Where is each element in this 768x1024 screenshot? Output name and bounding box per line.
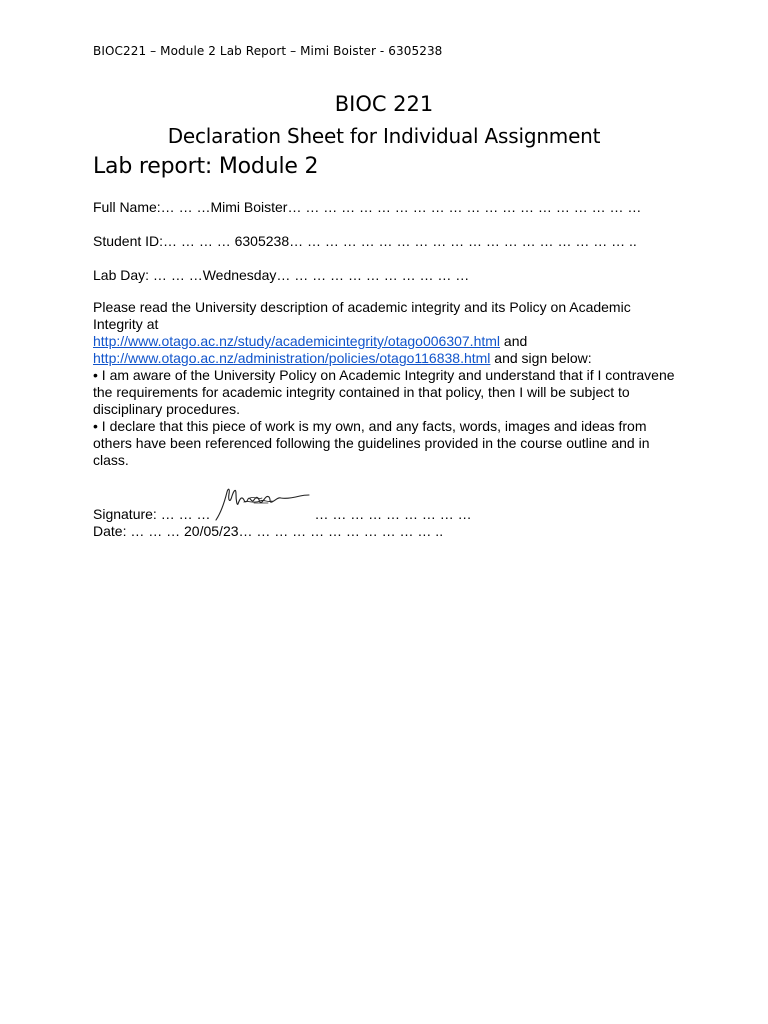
declaration-sheet-title: Declaration Sheet for Individual Assignment	[167, 124, 601, 148]
lab-report-title: Lab report: Module 2	[93, 154, 319, 179]
full-name-field: Full Name:… … …Mimi Boister… … … … … … … … … … … … … … … … … … … …	[93, 199, 642, 215]
student-id-field: Student ID:… … … … 6305238… … … … … … … … … … … … … … … … … … … ..	[93, 233, 637, 249]
integrity-paragraph	[93, 299, 678, 367]
academic-integrity-text	[93, 299, 678, 469]
academic-integrity-link[interactable]: http://www.otago.ac.nz/study/academicintegrity/otago006307.html	[93, 333, 501, 349]
link-join-text: and	[500, 333, 528, 349]
signature-trail: … … … … … … … … …	[314, 506, 472, 522]
date-field: Date: … … … 20/05/23… … … … … … … … … … … ..	[93, 523, 444, 539]
sign-below-text: and sign below:	[490, 350, 592, 366]
integrity-policy-link[interactable]: http://www.otago.ac.nz/administration/policies/otago116838.html	[93, 350, 491, 366]
handwritten-signature-image	[214, 484, 310, 522]
integrity-bullet-aware: • I am aware of the University Policy on Academic Integrity and understand that if I contravene the requirements for academic integrity contained in that policy, then I will be subject to disciplinary procedures.	[93, 367, 675, 417]
running-header: BIOC221 – Module 2 Lab Report – Mimi Boister - 6305238	[93, 44, 443, 58]
lab-day-field: Lab Day: … … …Wednesday… … … … … … … … … … …	[93, 267, 470, 283]
integrity-bullet-declare: • I declare that this piece of work is my own, and any facts, words, images and ideas from others have been referenced following the guidelines provided in the course outline and in class.	[93, 418, 650, 468]
integrity-intro: Please read the University description of academic integrity and its Policy on Academic Integrity at	[93, 299, 631, 332]
course-code-heading: BIOC 221	[334, 92, 434, 116]
signature-label: Signature: … … …	[93, 506, 211, 522]
